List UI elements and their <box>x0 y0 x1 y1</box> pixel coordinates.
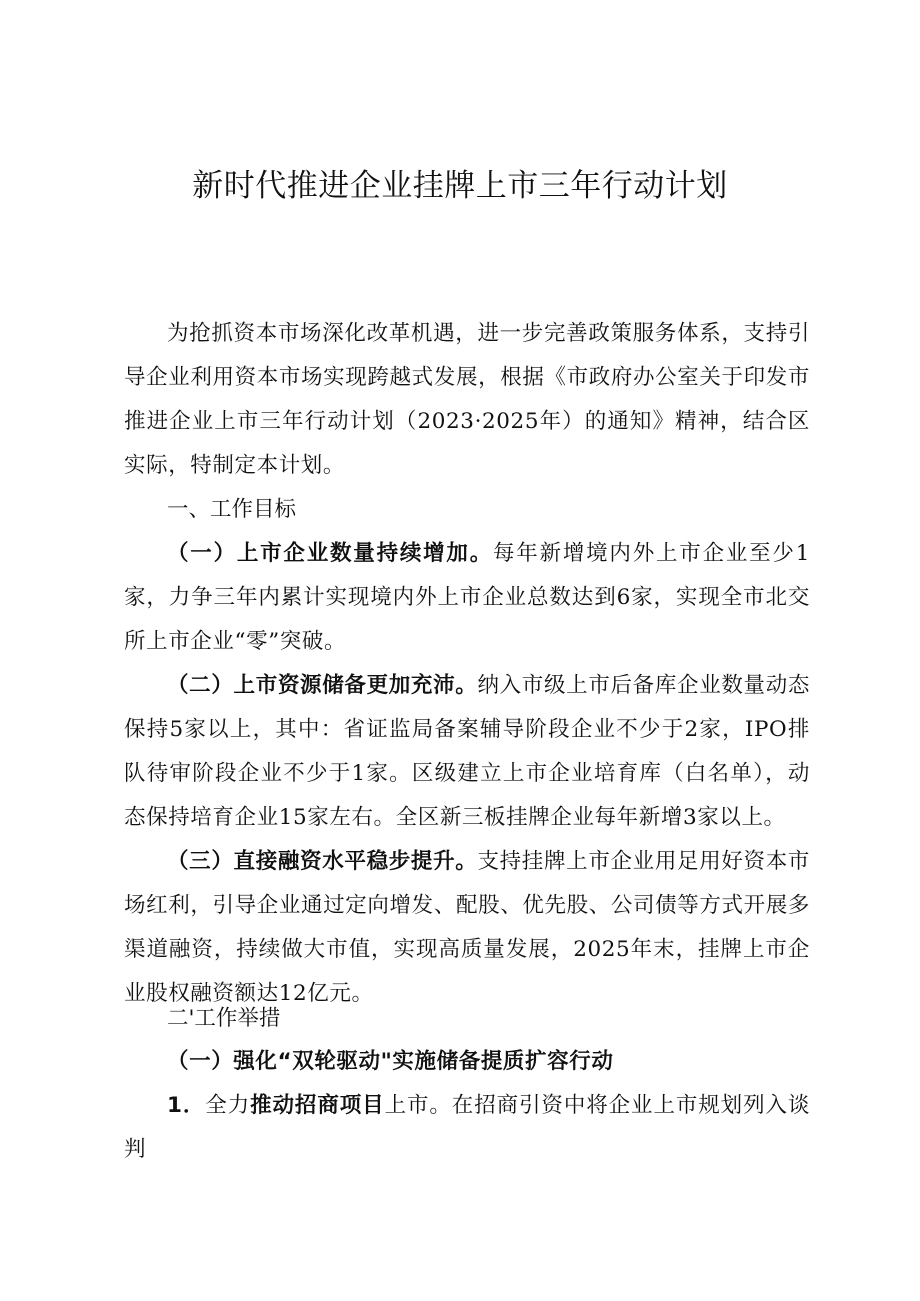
measure-item-1-prefix: 全力 <box>205 1093 251 1118</box>
measure-subheading-text: （一）强化“双轮驱动"实施储备提质扩容行动 <box>167 1049 614 1074</box>
measure-item-1 <box>124 1084 810 1172</box>
section-heading-goals: 一、工作目标 <box>167 497 297 522</box>
goal-paragraph-3 <box>124 840 810 1016</box>
intro-paragraph: 为抢抓资本市场深化改革机遇，进一步完善政策服务体系，支持引导企业利用资本市场实现跨越式发展，根据《市政府办公室关于印发市推进企业上市三年行动计划（2023·2025年）的通知》精神，结合区实际，特制定本计划。 <box>124 321 810 478</box>
measure-item-1-number: 1． <box>167 1093 206 1118</box>
goal-paragraph-2 <box>124 664 810 840</box>
document-title: 新时代推进企业挂牌上市三年行动计划 <box>192 168 728 204</box>
measure-item-1-text: 上市。在招商引资中将企业上市规划列入谈判 <box>124 1093 810 1162</box>
goal-lead-3: （三）直接融资水平稳步提升。 <box>167 849 478 874</box>
goal-paragraph-1 <box>124 532 810 664</box>
section-heading-measures: 二'工作举措 <box>167 1006 281 1031</box>
goal-text-1: 每年新增境内外上市企业至少1家，力争三年内累计实现境内外上市企业总数达到6家，实现全市北交所上市企业“零”突破。 <box>124 541 810 654</box>
goal-lead-1: （一）上市企业数量持续增加。 <box>167 541 493 566</box>
goal-text-2: 纳入市级上市后备库企业数量动态保持5家以上，其中：省证监局备案辅导阶段企业不少于2家，IPO排队待审阶段企业不少于1家。区级建立上市企业培育库（白名单），动态保持培育企业15家左右。全区新三板挂牌企业每年新增3家以上。 <box>124 673 810 830</box>
measure-item-1-lead: 推动招商项目 <box>250 1093 385 1118</box>
goal-text-3: 支持挂牌上市企业用足用好资本市场红利，引导企业通过定向增发、配股、优先股、公司债等方式开展多渠道融资，持续做大市值，实现高质量发展，2025年末，挂牌上市企业股权融资额达12亿元。 <box>124 849 810 1006</box>
measure-subheading <box>124 1040 810 1084</box>
goal-lead-2: （二）上市资源储备更加充沛。 <box>167 673 478 698</box>
